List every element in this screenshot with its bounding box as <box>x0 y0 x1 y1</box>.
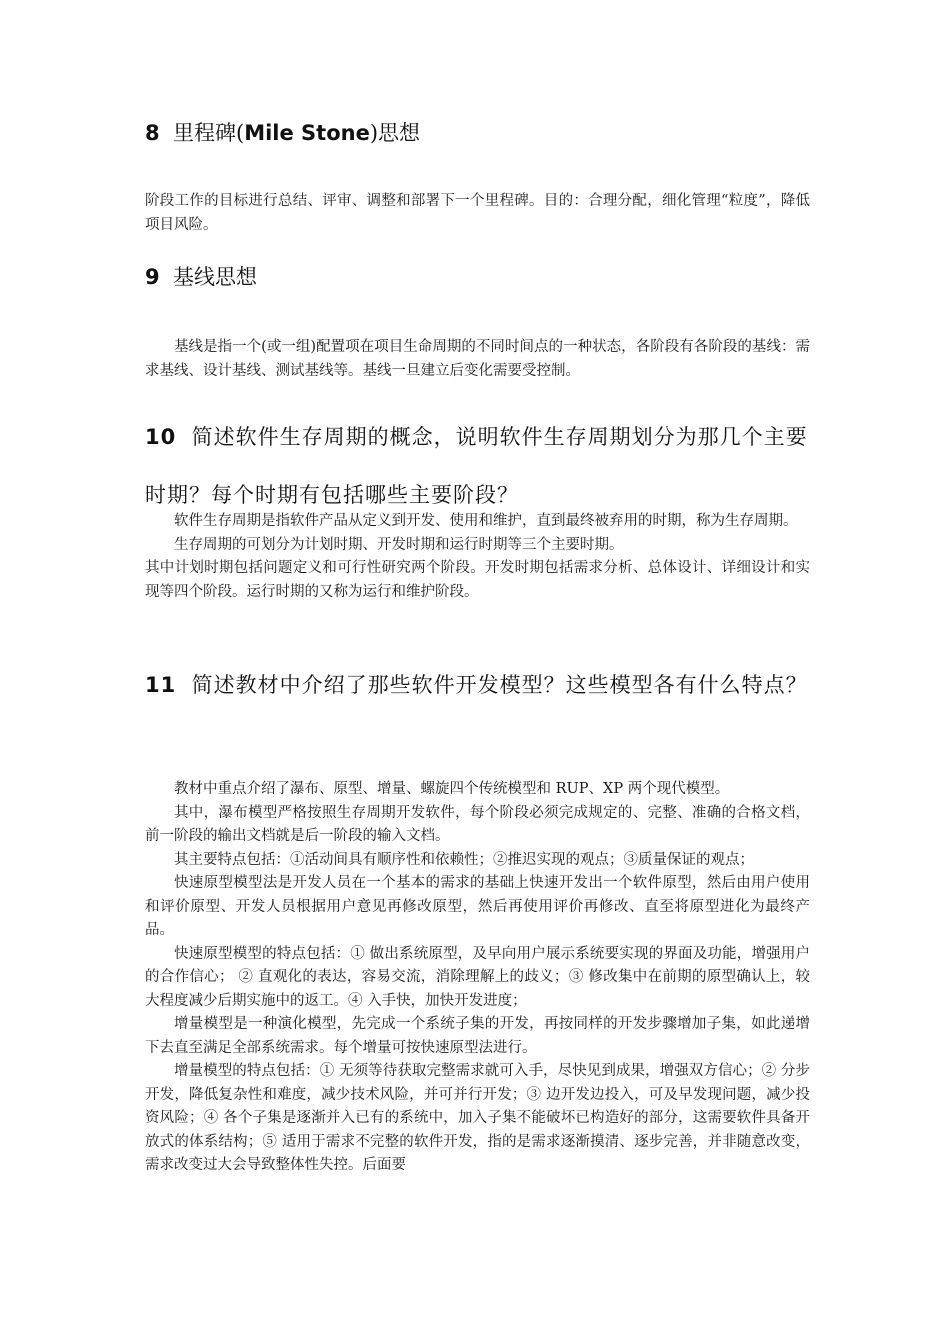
heading-text: 基线思想 <box>172 265 257 289</box>
heading-text: 简述软件生存周期的概念，说明软件生存周期划分为那几个主要时期？每个时期有包括哪些主要阶段？ <box>145 425 808 507</box>
paragraph: 其主要特点包括：①活动间具有顺序性和依赖性；②推迟实现的观点；③质量保证的观点； <box>174 851 754 868</box>
paragraph: 其中计划时期包括问题定义和可行性研究两个阶段。开发时期包括需求分析、总体设计、详细设计和实现等四个阶段。运行时期的又称为运行和维护阶段。 <box>145 560 810 600</box>
heading-number: 11 <box>145 673 177 697</box>
paragraph: 生存周期的可划分为计划时期、开发时期和运行时期等三个主要时期。 <box>174 536 624 553</box>
paragraph: 增量模型的特点包括：① 无须等待获取完整需求就可入手，尽快见到成果，增强双方信心；② 分步开发，降低复杂性和难度，减少技术风险，并可并行开发；③ 边开发边投入，可及早发现问题，减少投资风险；④ 各个子集是逐渐并入已有的系统中，加入子集不能破坏已构造好的部分，这需要软件具备开放式的体系结构；⑤ 适用于需求不完整的软件开发，指的是需求逐渐摸清、逐步完善，并非随意改变，需求改变过大会导致整体性失控。后面要 <box>145 1063 810 1173</box>
section-11-body <box>145 778 810 1178</box>
heading-9 <box>145 262 810 292</box>
paragraph: 软件生存周期是指软件产品从定义到开发、使用和维护，直到最终被弃用的时期，称为生存周期。 <box>174 513 798 529</box>
paragraph: 教材中重点介绍了瀑布、原型、增量、螺旋四个传统模型和 RUP、XP 两个现代模型。 <box>174 781 730 797</box>
section-10-body <box>145 510 810 604</box>
heading-number: 10 <box>145 425 177 449</box>
heading-number: 9 <box>145 265 160 289</box>
paragraph: 增量模型是一种演化模型，先完成一个系统子集的开发，再按同样的开发步骤增加子集，如此递增下去直至满足全部系统需求。每个增量可按快速原型法进行。 <box>145 1016 810 1056</box>
heading-text-en: Mile Stone <box>244 121 370 145</box>
paragraph: 其中，瀑布模型严格按照生存周期开发软件，每个阶段必须完成规定的、完整、准确的合格文档，前一阶段的输出文档就是后一阶段的输入文档。 <box>145 804 810 844</box>
section-8-body <box>145 190 810 237</box>
paragraph: 阶段工作的目标进行总结、评审、调整和部署下一个里程碑。目的：合理分配，细化管理“粒度”，降低项目风险。 <box>145 193 810 233</box>
paragraph: 基线是指一个(或一组)配置项在项目生命周期的不同时间点的一种状态，各阶段有各阶段的基线：需求基线、设计基线、测试基线等。基线一旦建立后变化需要受控制。 <box>145 339 810 379</box>
heading-8 <box>145 118 810 148</box>
heading-text: 简述教材中介绍了那些软件开发模型？这些模型各有什么特点？ <box>191 673 808 697</box>
heading-number: 8 <box>145 121 160 145</box>
section-9-body <box>145 336 810 383</box>
heading-text: 里程碑( <box>172 121 245 145</box>
heading-10 <box>145 408 810 524</box>
heading-11 <box>145 656 810 714</box>
paragraph: 快速原型模型的特点包括：① 做出系统原型，及早向用户展示系统要实现的界面及功能，增强用户的合作信心； ② 直观化的表达，容易交流，消除理解上的歧义；③ 修改集中在前期的原型确认上，较大程度减少后期实施中的返工。④ 入手快，加快开发进度； <box>145 945 810 1009</box>
paragraph: 快速原型模型法是开发人员在一个基本的需求的基础上快速开发出一个软件原型，然后由用户使用和评价原型、开发人员根据用户意见再修改原型，然后再使用评价再修改、直至将原型进化为最终产品。 <box>145 875 810 938</box>
heading-text: )思想 <box>369 121 421 145</box>
